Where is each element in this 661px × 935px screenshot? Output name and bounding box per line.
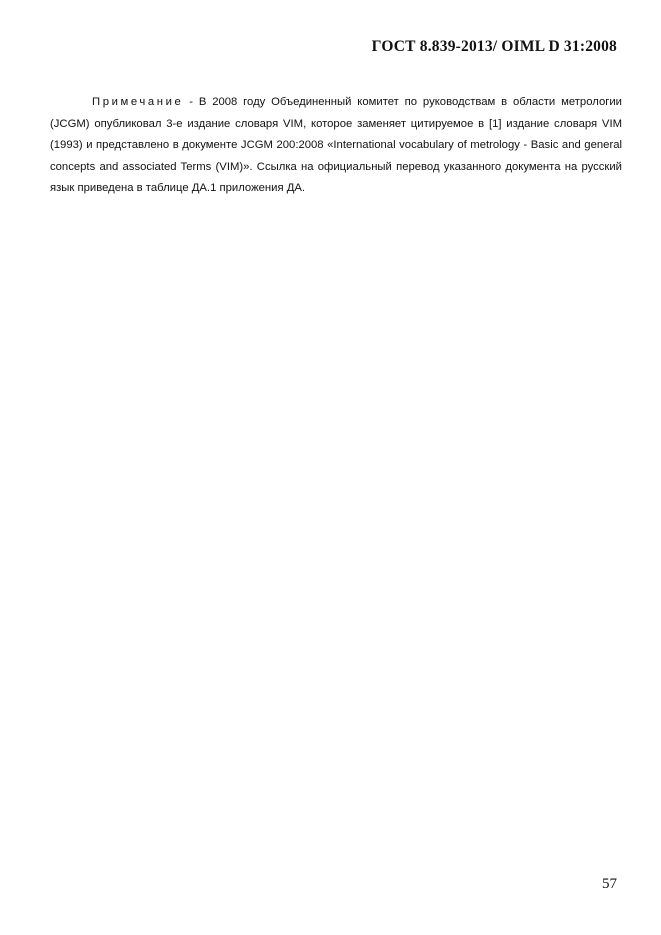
note-text: В 2008 году Объединенный комитет по руководствам в области метрологии (JCGM) опубликовал 3-е издание словаря VIM, которое заменяет цитируемое в [1] издание словаря VIM (1993) и представлено в документе JCGM 200:2008 «International vocabulary of metrology - Basic and general concepts and associated Terms (VIM)». Ссылка на официальный перевод указанного документа на русский язык приведена в таблице ДА.1 приложения ДА. xyxy=(50,96,622,194)
note-paragraph xyxy=(50,92,622,200)
note-label: Примечание xyxy=(92,96,184,108)
note-separator: - xyxy=(183,96,199,108)
document-header: ГОСТ 8.839-2013/ OIML D 31:2008 xyxy=(371,38,617,55)
page-number: 57 xyxy=(602,876,617,892)
